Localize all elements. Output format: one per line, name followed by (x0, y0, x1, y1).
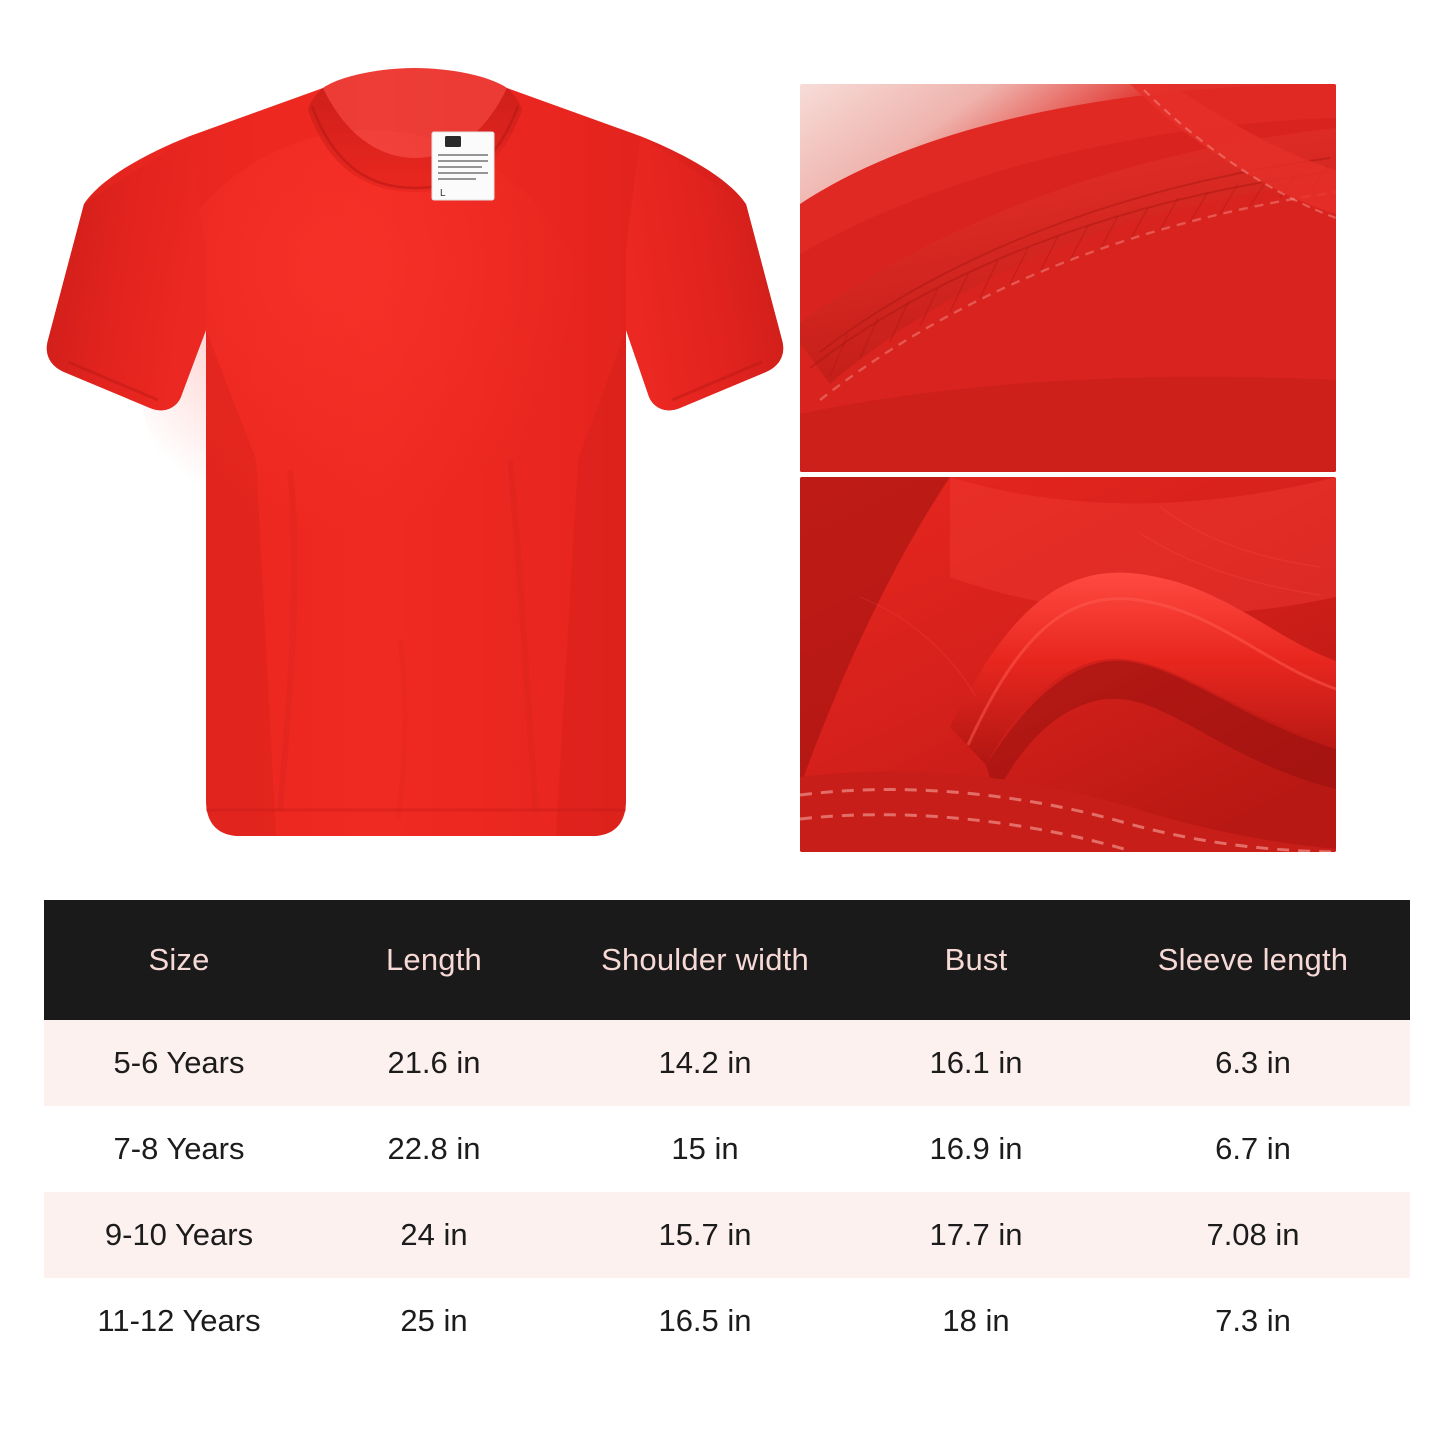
cell-length: 24 in (314, 1192, 554, 1278)
cell-sleeve: 7.08 in (1096, 1192, 1410, 1278)
cell-sleeve: 6.3 in (1096, 1020, 1410, 1106)
care-label (432, 132, 494, 200)
cell-bust: 18 in (856, 1278, 1096, 1364)
column-header-sleeve: Sleeve length (1096, 900, 1410, 1020)
cell-shoulder: 15.7 in (554, 1192, 856, 1278)
table-row (44, 1192, 1410, 1278)
cell-size: 5-6 Years (44, 1020, 314, 1106)
cell-size: 11-12 Years (44, 1278, 314, 1364)
table-row (44, 1020, 1410, 1106)
cell-bust: 16.1 in (856, 1020, 1096, 1106)
table-header-row (44, 900, 1410, 1020)
column-header-bust: Bust (856, 900, 1096, 1020)
detail-photo-hem[interactable] (800, 477, 1336, 852)
cell-size: 9-10 Years (44, 1192, 314, 1278)
cell-bust: 16.9 in (856, 1106, 1096, 1192)
size-chart-table (44, 900, 1410, 1364)
cell-bust: 17.7 in (856, 1192, 1096, 1278)
table-row (44, 1106, 1410, 1192)
cell-sleeve: 6.7 in (1096, 1106, 1410, 1192)
svg-text:L: L (440, 188, 446, 199)
column-header-length: Length (314, 900, 554, 1020)
cell-shoulder: 16.5 in (554, 1278, 856, 1364)
column-header-shoulder: Shoulder width (554, 900, 856, 1020)
cell-sleeve: 7.3 in (1096, 1278, 1410, 1364)
cell-shoulder: 15 in (554, 1106, 856, 1192)
cell-size: 7-8 Years (44, 1106, 314, 1192)
cell-shoulder: 14.2 in (554, 1020, 856, 1106)
cell-length: 22.8 in (314, 1106, 554, 1192)
cell-length: 21.6 in (314, 1020, 554, 1106)
main-product-photo[interactable] (40, 40, 790, 870)
column-header-size: Size (44, 900, 314, 1020)
detail-photo-collar[interactable] (800, 84, 1336, 472)
cell-length: 25 in (314, 1278, 554, 1364)
table-row (44, 1278, 1410, 1364)
